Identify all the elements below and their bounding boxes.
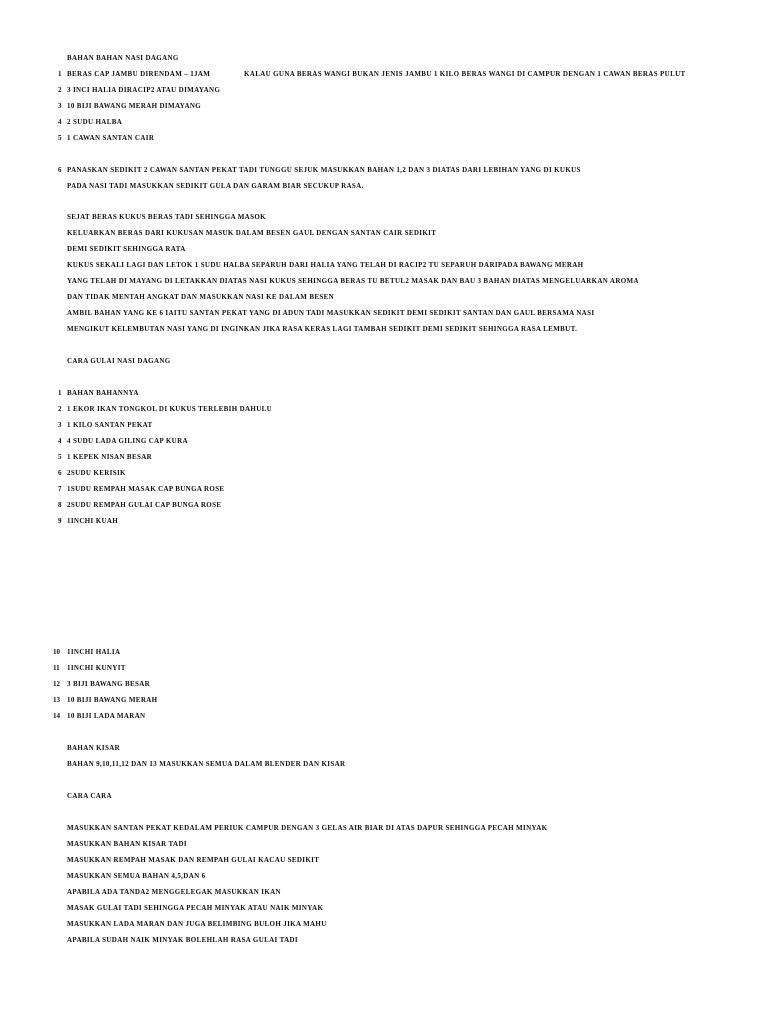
method-line: YANG TELAH DI MAYANG DI LETAKKAN DIATAS NASI KUKUS SEHINGGA BERAS TU BETUL2 MASAK DAN BAU 3 BAHAN DIATAS MENGELUARKAN AROMA: [67, 277, 639, 285]
list-number: 5: [58, 453, 62, 461]
method-line: APABILA SUDAH NAIK MINYAK BOLEHLAH RASA GULAI TADI: [67, 936, 298, 944]
list-item: 3 BIJI BAWANG BESAR: [67, 680, 151, 688]
list-item: BAHAN BAHANNYA: [67, 389, 139, 397]
list-item: 10 BIJI BAWANG MERAH: [67, 696, 158, 704]
method-line: AMBIL BAHAN YANG KE 6 IAITU SANTAN PEKAT YANG DI ADUN TADI MASUKKAN SEDIKIT DEMI SEDIKIT SANTAN DAN GAUL BERSAMA NASI: [67, 309, 595, 317]
method-line: MASAK GULAI TADI SEHINGGA PECAH MINYAK ATAU NAIK MINYAK: [67, 904, 324, 912]
list-number: 5: [58, 134, 62, 142]
list-item: 2SUDU KERISIK: [67, 469, 126, 477]
list-number: 12: [53, 680, 60, 688]
method-line: MASUKKAN REMPAH MASAK DAN REMPAH GULAI KACAU SEDIKIT: [67, 856, 320, 864]
list-number: 7: [58, 485, 62, 493]
list-item: 1INCHI HALIA: [67, 648, 121, 656]
list-number: 1: [58, 389, 62, 397]
method-line: MASUKKAN SANTAN PEKAT KEDALAM PERIUK CAMPUR DENGAN 3 GELAS AIR BIAR DI ATAS DAPUR SEHINGGA PECAH MINYAK: [67, 824, 548, 832]
list-item: 2SUDU REMPAH GULAI CAP BUNGA ROSE: [67, 501, 222, 509]
step-six-line: PADA NASI TADI MASUKKAN SEDIKIT GULA DAN GARAM BIAR SECUKUP RASA.: [67, 182, 364, 190]
list-number: 1: [58, 70, 62, 78]
list-item: 1 KEPEK NISAN BESAR: [67, 453, 153, 461]
method-line: DEMI SEDIKIT SEHINGGA RATA: [67, 245, 186, 253]
blend-text: BAHAN 9,10,11,12 DAN 13 MASUKKAN SEMUA DALAM BLENDER DAN KISAR: [67, 760, 346, 768]
nasi-dagang-heading: BAHAN BAHAN NASI DAGANG: [67, 54, 179, 62]
list-item: 10 BIJI BAWANG MERAH DIMAYANG: [67, 102, 202, 110]
method-line: KELUARKAN BERAS DARI KUKUSAN MASUK DALAM BESEN GAUL DENGAN SANTAN CAIR SEDIKIT: [67, 229, 437, 237]
list-item: 1 EKOR IKAN TONGKOL DI KUKUS TERLEBIH DAHULU: [67, 405, 273, 413]
list-number: 11: [53, 664, 60, 672]
blend-heading: BAHAN KISAR: [67, 744, 121, 752]
method-line: KUKUS SEKALI LAGI DAN LETOK 1 SUDU HALBA SEPARUH DARI HALIA YANG TELAH DI RACIP2 TU SEPARUH DARIPADA BAWANG MERAH: [67, 261, 584, 269]
list-item: BERAS CAP JAMBU DIRENDAM – 1JAM: [67, 70, 211, 78]
list-item: 10 BIJI LADA MARAN: [67, 712, 146, 720]
list-item: 1INCHI KUNYIT: [67, 664, 126, 672]
method-line: MENGIKUT KELEMBUTAN NASI YANG DI INGINKAN JIKA RASA KERAS LAGI TAMBAH SEDIKIT DEMI SEDIKIT SEHINGGA RASA LEMBUT.: [67, 325, 578, 333]
list-item: 1SUDU REMPAH MASAK CAP BUNGA ROSE: [67, 485, 225, 493]
list-number: 8: [58, 501, 62, 509]
list-number: 2: [58, 405, 62, 413]
list-item: 3 INCI HALIA DIRACIP2 ATAU DIMAYANG: [67, 86, 221, 94]
method-line: MASUKKAN SEMUA BAHAN 4,5,DAN 6: [67, 872, 206, 880]
method-line: DAN TIDAK MENTAH ANGKAT DAN MASUKKAN NASI KE DALAM BESEN: [67, 293, 335, 301]
list-item: 1 KILO SANTAN PEKAT: [67, 421, 153, 429]
list-number: 14: [53, 712, 60, 720]
list-number: 10: [53, 648, 60, 656]
method-line: MASUKKAN LADA MARAN DAN JUGA BELIMBING BULOH JIKA MAHU: [67, 920, 327, 928]
list-number: 9: [58, 517, 62, 525]
list-number: 2: [58, 86, 62, 94]
list-item: 4 SUDU LADA GILING CAP KURA: [67, 437, 188, 445]
list-item: 1INCHI KUAH: [67, 517, 119, 525]
method-line: APABILA ADA TANDA2 MENGGELEGAK MASUKKAN IKAN: [67, 888, 281, 896]
list-number: 6: [58, 469, 62, 477]
list-item: 2 SUDU HALBA: [67, 118, 123, 126]
list-number: 3: [58, 421, 62, 429]
list-number: 4: [58, 437, 62, 445]
method-line: MASUKKAN BAHAN KISAR TADI: [67, 840, 187, 848]
list-number: 4: [58, 118, 62, 126]
list-number: 6: [58, 166, 62, 174]
method-heading: CARA CARA: [67, 792, 112, 800]
method-line: SEJAT BERAS KUKUS BERAS TADI SEHINGGA MASOK: [67, 213, 266, 221]
gulai-heading: CARA GULAI NASI DAGANG: [67, 357, 171, 365]
list-number: 3: [58, 102, 62, 110]
list-number: 13: [53, 696, 60, 704]
beras-wangi-note: KALAU GUNA BERAS WANGI BUKAN JENIS JAMBU 1 KILO BERAS WANGI DI CAMPUR DENGAN 1 CAWAN BERAS PULUT: [244, 70, 686, 78]
list-item: 1 CAWAN SANTAN CAIR: [67, 134, 155, 142]
step-six-line: PANASKAN SEDIKIT 2 CAWAN SANTAN PEKAT TADI TUNGGU SEJUK MASUKKAN BAHAN 1,2 DAN 3 DIATAS DARI LEBIHAN YANG DI KUKUS: [67, 166, 581, 174]
